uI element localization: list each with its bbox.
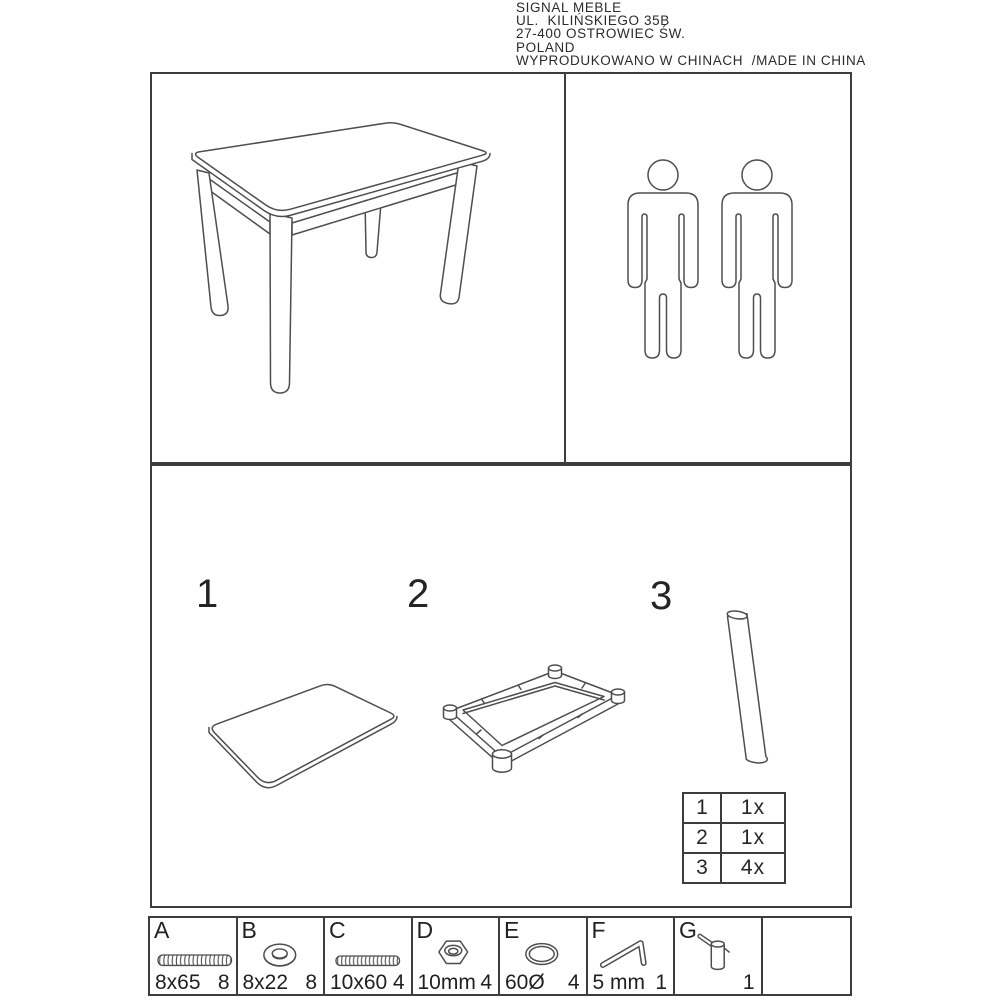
hardware-cell-g <box>675 918 763 994</box>
hardware-cell-a <box>150 918 238 994</box>
manufacturer-name: SIGNAL MEBLE <box>516 0 622 15</box>
hardware-letter: E <box>504 917 520 943</box>
hardware-size: 8x65 <box>155 971 201 994</box>
quantity-row <box>684 794 784 824</box>
hardware-qty: 1 <box>742 971 755 994</box>
hardware-size: 8x22 <box>242 971 289 994</box>
hardware-cell-empty <box>763 918 851 994</box>
part-qty-cell: 4x <box>740 856 766 879</box>
hardware-size: 60Ø <box>505 971 545 994</box>
assembled-table-drawing <box>152 74 564 462</box>
quantity-row <box>684 824 784 854</box>
quantity-row <box>684 854 784 882</box>
hardware-qty: 4 <box>480 971 492 994</box>
hardware-letter: C <box>329 917 346 943</box>
part-number-cell: 2 <box>684 824 722 852</box>
part-3-number: 3 <box>650 574 673 618</box>
hardware-cell-c <box>325 918 413 994</box>
hardware-cell-f <box>588 918 676 994</box>
hardware-size: 5 mm <box>592 971 645 994</box>
hardware-letter: F <box>591 917 606 943</box>
hardware-letter: A <box>154 917 170 943</box>
hardware-cell-e <box>500 918 588 994</box>
assembled-table-panel <box>152 74 566 462</box>
hardware-letter: G <box>679 917 697 943</box>
hardware-qty: 8 <box>305 971 317 994</box>
hardware-table <box>148 916 852 996</box>
manufacturer-street: UL. KILIŃSKIEGO 35B <box>516 13 670 29</box>
person-icon <box>722 160 792 358</box>
hardware-qty: 4 <box>567 971 580 994</box>
hardware-cell-b <box>238 918 326 994</box>
manufacturer-city: 27-400 OSTROWIEC ŚW. <box>516 26 686 42</box>
parts-panel <box>150 464 852 908</box>
part-qty-cell: 1x <box>740 826 766 849</box>
two-person-panel <box>566 74 850 462</box>
tabletop-panel-drawing <box>209 685 397 788</box>
hardware-qty: 4 <box>392 971 405 994</box>
hardware-cell-d <box>413 918 501 994</box>
table-leg-drawing <box>727 610 768 763</box>
parts-quantity-table <box>682 792 786 884</box>
overview-panels <box>150 72 852 464</box>
hardware-qty: 8 <box>217 971 230 994</box>
part-2-number: 2 <box>407 572 430 616</box>
part-1-number: 1 <box>196 572 219 616</box>
part-number-cell: 3 <box>684 854 722 882</box>
hardware-size: 10mm <box>417 971 476 994</box>
part-number-cell: 1 <box>684 794 722 822</box>
manufacturer-info <box>516 1 866 67</box>
made-in-line: WYPRODUKOWANO W CHINACH /MADE IN CHINA <box>516 52 866 68</box>
manufacturer-country: POLAND <box>516 39 576 55</box>
part-qty-cell: 1x <box>740 796 766 819</box>
hardware-letter: B <box>241 917 257 943</box>
hardware-qty: 1 <box>655 971 667 994</box>
two-person-assembly-figures <box>566 74 850 462</box>
person-icon <box>628 160 698 358</box>
hardware-size: 10x60 <box>330 971 388 994</box>
hardware-letter: D <box>416 917 434 943</box>
apron-frame-drawing <box>444 665 625 772</box>
